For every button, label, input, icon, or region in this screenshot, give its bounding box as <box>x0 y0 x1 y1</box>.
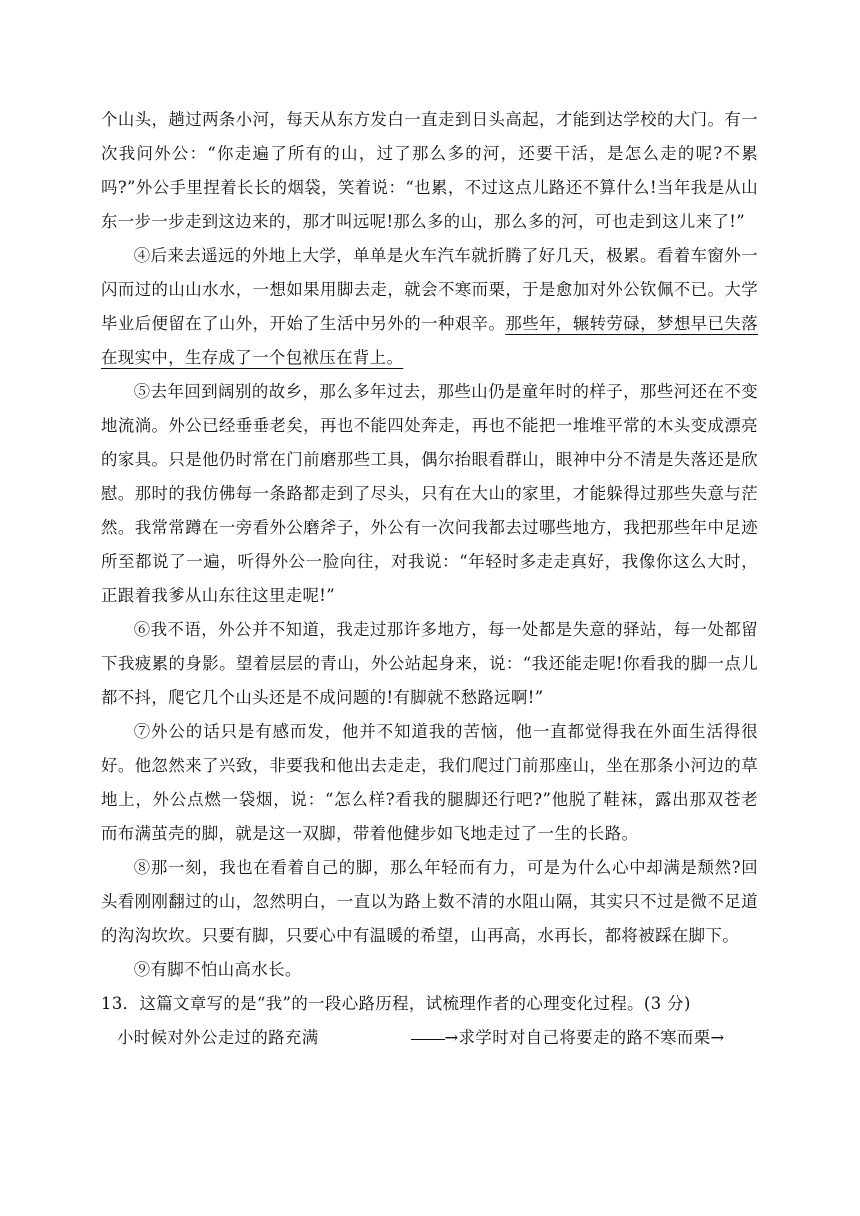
answer-prefix: 小时候对外公走过的路充满 <box>117 1028 319 1047</box>
paragraph-6: ⑥我不语，外公并不知道，我走过那许多地方，每一处都是失意的驿站，每一处都留下我疲累的身影。望着层层的青山，外公站起身来，说：“我还能走呢!你看我的脚一点儿都不抖，爬它几个山头还是不成问题的!有脚就不愁路远啊!” <box>101 620 758 707</box>
underlined-sentence: 那些年，辗转劳碌，梦想早已失落在现实中，生存成了一个包袱压在背上。 <box>101 314 758 367</box>
paragraph-3-continued: 个山头，趟过两条小河，每天从东方发白一直走到日头高起，才能到达学校的大门。有一次我问外公：“你走遍了所有的山，过了那么多的河，还要干活，是怎么走的呢?不累吗?”外公手里捏着长长的烟袋，笑着说：“也累，不过这点儿路还不算什么!当年我是从山东一步一步走到这边来的，那才叫远呢!那么多的山，那么多的河，可也走到这儿来了!” <box>101 110 758 231</box>
paragraph-5: ⑤去年回到阔别的故乡，那么多年过去，那些山仍是童年时的样子，那些河还在不变地流淌。外公已经垂垂老矣，再也不能四处奔走，再也不能把一堆堆平常的木头变成漂亮的家具。只是他仍时常在门前磨那些工具，偶尔抬眼看群山，眼神中分不清是失落还是欣慰。那时的我仿佛每一条路都走到了尽头，只有在大山的家里，才能躲得过那些失意与茫然。我常常蹲在一旁看外公磨斧子，外公有一次问我都去过哪些地方，我把那些年中足迹所至都说了一遍，听得外公一脸向往，对我说：“年轻时多走走真好，我像你这么大时，正跟着我爹从山东往这里走呢!” <box>101 382 758 605</box>
answer-blank[interactable] <box>411 1038 445 1040</box>
paragraph-9: ⑨有脚不怕山高水长。 <box>133 960 302 979</box>
paragraph-8: ⑧那一刻，我也在看着自己的脚，那么年轻而有力，可是为什么心中却满是颓然?回头看刚刚翻过的山，忽然明白，一直以为路上数不清的水阻山隔，其实只不过是微不足道的沟沟坎坎。只要有脚，只要心中有温暖的希望，山再高，水再长，都将被踩在脚下。 <box>101 858 758 945</box>
paragraph-4-text: ④后来去遥远的外地上大学，单单是火车汽车就折腾了好几天，极累。看着车窗外一闪而过的山山水水，一想如果用脚去走，就会不寒而栗，于是愈加对外公钦佩不已。大学毕业后便留在了山外，开始了生活中另外的一种艰辛。 <box>101 246 758 333</box>
answer-line <box>101 1021 758 1055</box>
question-13: 13．这篇文章写的是“我”的一段心路历程，试梳理作者的心理变化过程。(3 分) <box>101 994 691 1013</box>
paragraph-7: ⑦外公的话只是有感而发，他并不知道我的苦恼，他一直都觉得我在外面生活得很好。他忽然来了兴致，非要我和他出去走走，我们爬过门前那座山，坐在那条小河边的草地上，外公点燃一袋烟，说：“怎么样?看我的腿脚还行吧?”他脱了鞋袜，露出那双苍老而布满茧壳的脚，就是这一双脚，带着他健步如飞地走过了一生的长路。 <box>101 722 758 843</box>
article-body <box>101 103 758 1055</box>
answer-suffix: →求学时对自己将要走的路不寒而栗→ <box>444 1028 725 1047</box>
paragraph-4 <box>101 239 758 375</box>
